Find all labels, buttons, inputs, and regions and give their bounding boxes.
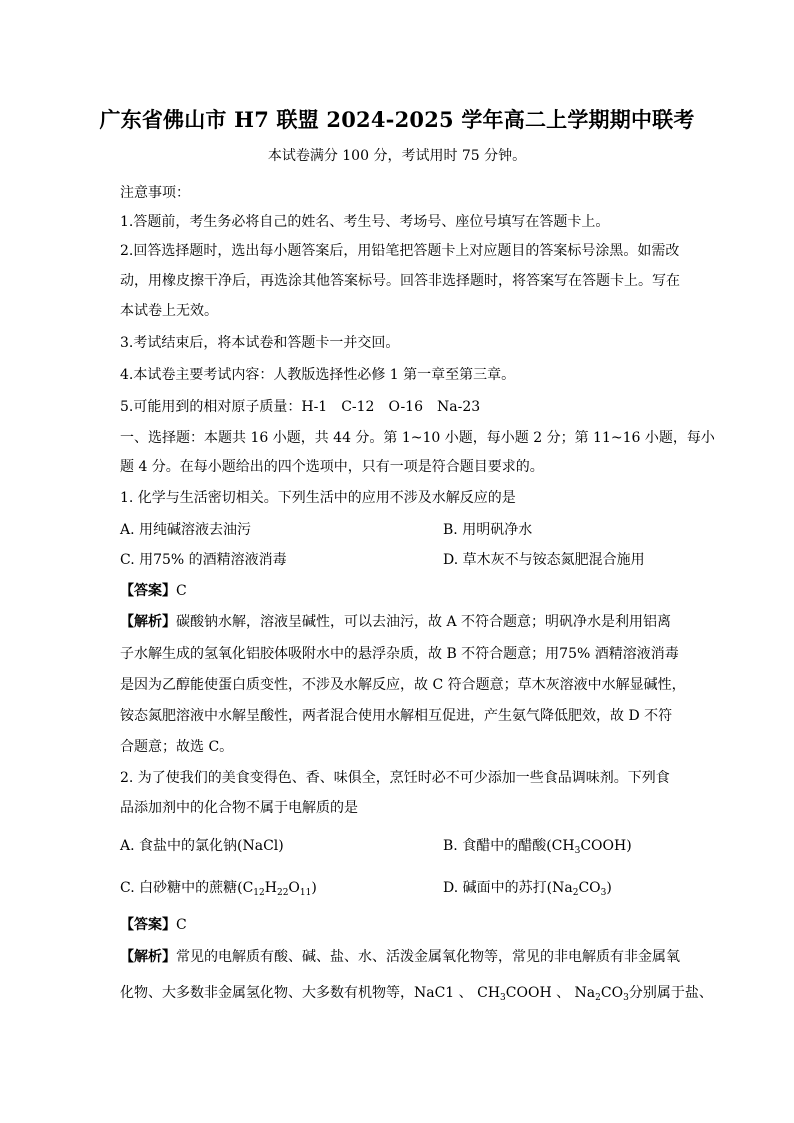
- q2-analysis-line-1: [120, 946, 680, 966]
- formula-subscript: 22: [276, 888, 289, 898]
- analysis-label: 【解析】: [120, 949, 176, 965]
- notice-item-2-line-2: 动，用橡皮擦干净后，再选涂其他答案标号。回答非选择题时，将答案写在答题卡上。写在: [120, 273, 680, 289]
- q1-analysis-line-1: [120, 611, 671, 631]
- formula-part: C: [242, 880, 254, 896]
- q2-option-d: [443, 877, 612, 897]
- notice-item-2-line-3: 本试卷上无效。: [120, 303, 218, 319]
- option-text: B. 食醋中的醋酸(: [443, 838, 552, 854]
- q2-analysis-line-2: [120, 982, 713, 1002]
- q1-analysis-line-4: 铵态氮肥溶液中水解呈酸性，两者混合使用水解相互促进，产生氨气降低肥效，故 D 不符: [120, 708, 673, 724]
- analysis-text: 分别属于盐、: [628, 985, 713, 1001]
- analysis-text: 碳酸钠水解，溶液呈碱性，可以去油污，故 A 不符合题意；明矾净水是利用铝离: [176, 614, 672, 630]
- formula-part: Na: [552, 880, 573, 896]
- notice-item-2-line-1: 2.回答选择题时，选出每小题答案后，用铅笔把答题卡上对应题目的答案标号涂黑。如需改: [120, 243, 680, 259]
- section-1-intro-line-1: 一、选择题：本题共 16 小题，共 44 分。第 1~10 小题，每小题 2 分；第 11~16 小题，每小: [120, 430, 715, 446]
- q1-analysis-line-5: 合题意；故选 C。: [120, 739, 234, 755]
- formula-part: CH: [551, 838, 575, 854]
- answer-label: 【答案】: [120, 583, 176, 599]
- option-text: ): [606, 880, 612, 896]
- q1-option-a: A. 用纯碱溶液去油污: [120, 522, 252, 538]
- q2-option-c: [120, 877, 317, 897]
- formula-part: O: [288, 880, 300, 896]
- formula-part: CO: [578, 880, 601, 896]
- section-1-intro-line-2: 题 4 分。在每小题给出的四个选项中，只有一项是符合题目要求的。: [120, 459, 544, 475]
- q2-option-a: A. 食盐中的氯化钠(NaCl): [120, 838, 284, 854]
- notice-item-5: 5.可能用到的相对原子质量：H-1 C-12 O-16 Na-23: [120, 399, 481, 415]
- formula-subscript: 3: [623, 993, 629, 1003]
- q2-stem-line-2: 品添加剂中的化合物不属于电解质的是: [120, 800, 358, 816]
- answer-value: C: [176, 583, 187, 599]
- analysis-text: 常见的电解质有酸、碱、盐、水、活泼金属氧化物等，常见的非电解质有非金属氧: [176, 949, 680, 965]
- option-text: ): [311, 880, 317, 896]
- answer-value: C: [176, 917, 187, 933]
- formula-subscript: 12: [253, 888, 265, 898]
- formula-subscript: 11: [299, 888, 312, 898]
- analysis-label: 【解析】: [120, 614, 176, 630]
- q1-answer: [120, 580, 187, 600]
- formula-subscript: 3: [500, 993, 506, 1003]
- option-text: D. 碱面中的苏打(: [443, 880, 553, 896]
- option-text: ): [626, 838, 632, 854]
- q1-stem: 1. 化学与生活密切相关。下列生活中的应用不涉及水解反应的是: [120, 490, 516, 506]
- exam-info: 本试卷满分 100 分，考试用时 75 分钟。: [267, 148, 527, 164]
- q1-option-c: C. 用75% 的酒精溶液消毒: [120, 552, 287, 568]
- formula-subscript: 2: [595, 993, 601, 1003]
- analysis-text: COOH 、 Na: [505, 985, 596, 1001]
- notice-heading: 注意事项：: [120, 185, 190, 201]
- formula-part: H: [264, 880, 277, 896]
- q2-answer: [120, 914, 187, 934]
- q1-option-d: D. 草木灰不与铵态氮肥混合施用: [443, 552, 645, 568]
- notice-item-3: 3.考试结束后，将本试卷和答题卡一并交回。: [120, 335, 400, 351]
- formula-part: CO: [600, 985, 624, 1001]
- formula-subscript: 3: [600, 888, 607, 898]
- answer-label: 【答案】: [120, 917, 176, 933]
- analysis-text: 化物、大多数非金属氢化物、大多数有机物等，NaC1 、 CH: [120, 985, 501, 1001]
- q1-analysis-line-3: 是因为乙醇能使蛋白质变性，不涉及水解反应，故 C 符合题意；草木灰溶液中水解显碱性，: [120, 677, 686, 693]
- q2-stem-line-1: 2. 为了使我们的美食变得色、香、味俱全，烹饪时必不可少添加一些食品调味剂。下列食: [120, 770, 670, 786]
- q1-analysis-line-2: 子水解生成的氢氧化铝胶体吸附水中的悬浮杂质，故 B 不符合题意；用75% 酒精溶液消毒: [120, 646, 679, 662]
- formula-part: COOH: [580, 838, 627, 854]
- notice-item-4: 4.本试卷主要考试内容：人教版选择性必修 1 第一章至第三章。: [120, 367, 516, 383]
- option-text: C. 白砂糖中的蔗糖(: [120, 880, 243, 896]
- notice-item-1: 1.答题前，考生务必将自己的姓名、考生号、考场号、座位号填写在答题卡上。: [120, 214, 610, 230]
- q2-option-b: [443, 835, 632, 855]
- q1-option-b: B. 用明矾净水: [443, 522, 533, 538]
- page-title: 广东省佛山市 H7 联盟 2024-2025 学年高二上学期期中联考: [99, 107, 695, 132]
- formula-subscript: 2: [572, 888, 579, 898]
- formula-subscript: 3: [574, 846, 581, 856]
